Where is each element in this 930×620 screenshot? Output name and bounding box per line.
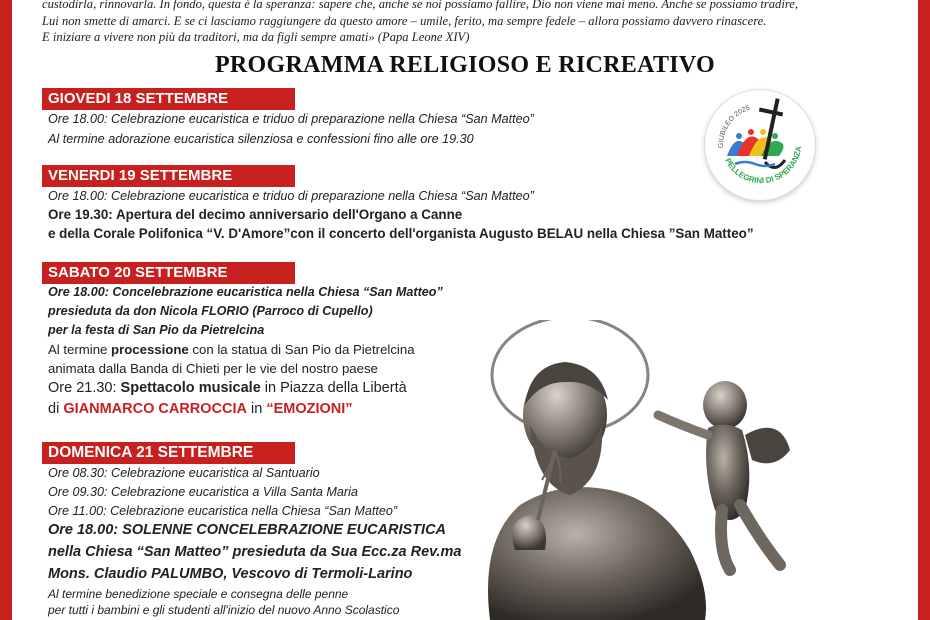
intro-quote xyxy=(42,0,892,46)
day-header-sabato: SABATO 20 SETTEMBRE xyxy=(42,262,295,284)
giovedi-line: Ore 18.00: Celebrazione eucaristica e triduo di preparazione nella Chiesa “San Matteo” xyxy=(48,112,534,126)
day-header-giovedi: GIOVEDI 18 SETTEMBRE xyxy=(42,88,295,110)
right-red-border xyxy=(918,0,930,620)
sabato-text: Ore 21.30: xyxy=(48,380,121,396)
sabato-line: animata dalla Banda di Chieti per le vie del nostro paese xyxy=(48,361,378,376)
sabato-line xyxy=(48,401,353,417)
venerdi-text: Apertura del decimo anniversario dell'Organo a Canne xyxy=(112,207,463,222)
venerdi-line: Ore 18.00: Celebrazione eucaristica e triduo di preparazione nella Chiesa “San Matteo” xyxy=(48,189,534,203)
sabato-text-bold: Spettacolo musicale xyxy=(120,380,261,396)
intro-line: custodirla, rinnovarla. In fondo, questa è la speranza: sapere che, anche se noi possiamo fallire, Dio non viene mai meno. Anche se possiamo tradire, xyxy=(42,0,798,11)
day-header-domenica: DOMENICA 21 SETTEMBRE xyxy=(42,442,295,464)
left-red-border xyxy=(0,0,12,620)
sabato-line: presieduta da don Nicola FLORIO (Parroco di Cupello) xyxy=(48,304,373,318)
domenica-line: Ore 11.00: Celebrazione eucaristica nella Chiesa “San Matteo” xyxy=(48,504,398,518)
sabato-line xyxy=(48,342,415,357)
logo-top-text: GIUBILEO 2025 xyxy=(717,104,751,149)
sabato-text-bold: processione xyxy=(111,342,189,357)
intro-line: Lui non smette di amarci. E se ci lasciamo raggiungere da questo amore – umile, ferito, ma sempre fedele – allora possiamo davvero rinascere. xyxy=(42,13,767,28)
domenica-line: Al termine benedizione speciale e consegna delle penne xyxy=(48,587,349,601)
saint-statue-image xyxy=(460,320,820,620)
program-heading: PROGRAMMA RELIGIOSO E RICREATIVO xyxy=(214,52,716,78)
logo-bottom-text: PELLEGRINI DI SPERANZA xyxy=(723,145,804,186)
intro-line: E iniziare a vivere non più da traditori, ma da figli sempre amati» (Papa Leone XIV) xyxy=(42,30,470,44)
domenica-line: nella Chiesa “San Matteo” presieduta da Sua Ecc.za Rev.ma xyxy=(48,544,462,560)
sabato-text: di xyxy=(48,401,64,417)
venerdi-line: e della Corale Polifonica “V. D'Amore”con il concerto dell'organista Augusto BELAU nella Chiesa ”San Matteo” xyxy=(48,226,754,241)
domenica-line: Ore 08.30: Celebrazione eucaristica al Santuario xyxy=(48,466,320,480)
show-title: “EMOZIONI” xyxy=(266,401,353,417)
domenica-line: Ore 18.00: SOLENNE CONCELEBRAZIONE EUCARISTICA xyxy=(48,522,447,538)
sabato-text: in xyxy=(247,401,267,417)
sabato-line xyxy=(48,380,407,396)
jubilee-logo xyxy=(705,90,815,200)
jubilee-logo-graphic xyxy=(705,90,815,200)
sabato-line: Ore 18.00: Concelebrazione eucaristica nella Chiesa “San Matteo” xyxy=(48,285,443,299)
day-header-venerdi: VENERDI 19 SETTEMBRE xyxy=(42,165,295,187)
venerdi-line xyxy=(48,207,462,222)
venerdi-time: Ore 19.30: xyxy=(48,207,113,222)
sabato-line: per la festa di San Pio da Pietrelcina xyxy=(48,323,265,337)
sabato-text: con la statua di San Pio da Pietrelcina xyxy=(188,342,415,357)
domenica-line: Ore 09.30: Celebrazione eucaristica a Villa Santa Maria xyxy=(48,485,358,499)
giovedi-line: Al termine adorazione eucaristica silenziosa e confessioni fino alle ore 19.30 xyxy=(48,132,474,146)
domenica-line: Mons. Claudio PALUMBO, Vescovo di Termoli-Larino xyxy=(48,566,413,582)
domenica-line: per tutti i bambini e gli studenti all'inizio del nuovo Anno Scolastico xyxy=(48,603,400,617)
artist-name: GIANMARCO CARROCCIA xyxy=(63,401,247,417)
sabato-text: Al termine xyxy=(48,342,112,357)
sabato-text: in Piazza della Libertà xyxy=(260,380,407,396)
